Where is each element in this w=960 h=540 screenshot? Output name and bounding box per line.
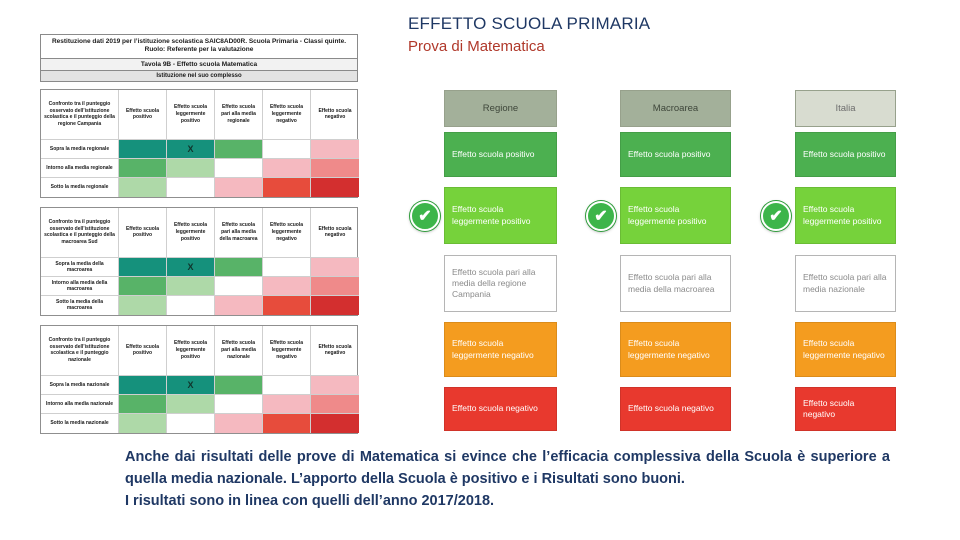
panel-header-macroarea: Macroarea xyxy=(620,90,731,127)
row-label: Sotto la media regionale xyxy=(41,178,119,197)
grid-cell xyxy=(215,178,263,197)
summary-paragraph xyxy=(125,447,890,512)
column-header: Effetto scuola leggermente negativo xyxy=(263,90,311,140)
column-header: Effetto scuola leggermente negativo xyxy=(263,208,311,258)
table-row xyxy=(41,277,357,296)
title-block xyxy=(408,14,650,55)
grid-cell xyxy=(167,395,215,414)
column-header: Effetto scuola positivo xyxy=(119,90,167,140)
checkmark-icon: ✔ xyxy=(761,201,791,231)
school-position-marker-cell: X xyxy=(167,140,215,159)
grid-cell xyxy=(311,140,359,159)
table-row xyxy=(41,159,357,178)
effetto-box: Effetto scuola leggermente positivo xyxy=(444,187,557,244)
grid-cell xyxy=(167,277,215,296)
table-row xyxy=(41,414,357,433)
row-label: Sopra la media regionale xyxy=(41,140,119,159)
grid-cell xyxy=(311,159,359,178)
table-section-1 xyxy=(40,89,358,198)
school-position-marker-cell: X xyxy=(167,376,215,395)
effetto-box: Effetto scuola leggermente positivo xyxy=(795,187,896,244)
checkmark-icon: ✔ xyxy=(410,201,440,231)
column-header: Effetto scuola leggermente negativo xyxy=(263,326,311,376)
column-header: Effetto scuola pari alla media regionale xyxy=(215,90,263,140)
table-row xyxy=(41,395,357,414)
effetto-box: Effetto scuola leggermente negativo xyxy=(444,322,557,377)
table-subtitle: Istituzione nel suo complesso xyxy=(40,71,358,82)
grid-cell xyxy=(167,178,215,197)
column-header: Effetto scuola positivo xyxy=(119,208,167,258)
effetto-box: Effetto scuola leggermente positivo xyxy=(620,187,731,244)
section-header-row xyxy=(41,90,357,140)
grid-cell xyxy=(263,376,311,395)
effetto-box: Effetto scuola pari alla media della regione Campania xyxy=(444,255,557,312)
column-header: Effetto scuola leggermente positivo xyxy=(167,90,215,140)
row-label: Sotto la media della macroarea xyxy=(41,296,119,315)
effetto-box: Effetto scuola leggermente negativo xyxy=(620,322,731,377)
grid-cell xyxy=(119,178,167,197)
table-row xyxy=(41,296,357,315)
grid-cell xyxy=(215,159,263,178)
grid-cell xyxy=(263,414,311,433)
grid-cell xyxy=(311,277,359,296)
column-header: Effetto scuola pari alla media nazionale xyxy=(215,326,263,376)
section-corner-label: Confronto tra il punteggio osservato dell’istituzione scolastica e il punteggio della macroarea Sud xyxy=(41,208,119,258)
row-label: Sotto la media nazionale xyxy=(41,414,119,433)
section-header-row xyxy=(41,326,357,376)
row-label: Intorno alla media della macroarea xyxy=(41,277,119,296)
grid-cell xyxy=(167,296,215,315)
grid-cell xyxy=(215,395,263,414)
grid-cell xyxy=(119,296,167,315)
grid-cell xyxy=(311,178,359,197)
grid-cell xyxy=(263,159,311,178)
effetto-box: Effetto scuola positivo xyxy=(444,132,557,177)
grid-cell xyxy=(167,414,215,433)
column-header: Effetto scuola negativo xyxy=(311,326,359,376)
panel-header-regione: Regione xyxy=(444,90,557,127)
table-sections xyxy=(40,89,358,434)
grid-cell xyxy=(119,159,167,178)
grid-cell xyxy=(119,258,167,277)
grid-cell xyxy=(263,296,311,315)
grid-cell xyxy=(119,140,167,159)
effetto-box: Effetto scuola pari alla media della macroarea xyxy=(620,255,731,312)
section-header-row xyxy=(41,208,357,258)
checkmark-icon: ✔ xyxy=(586,201,616,231)
grid-cell xyxy=(119,277,167,296)
grid-cell xyxy=(215,277,263,296)
column-header: Effetto scuola pari alla media della macroarea xyxy=(215,208,263,258)
table-row xyxy=(41,376,357,395)
column-header: Effetto scuola positivo xyxy=(119,326,167,376)
table-section-3 xyxy=(40,325,358,434)
row-label: Intorno alla media nazionale xyxy=(41,395,119,414)
slide-subtitle: Prova di Matematica xyxy=(408,38,545,55)
grid-cell xyxy=(119,395,167,414)
table-row xyxy=(41,258,357,277)
effetto-box: Effetto scuola pari alla media nazionale xyxy=(795,255,896,312)
table-section-2 xyxy=(40,207,358,316)
grid-cell xyxy=(311,376,359,395)
grid-cell xyxy=(119,376,167,395)
table-row xyxy=(41,140,357,159)
grid-cell xyxy=(119,414,167,433)
summary-note-text: I risultati sono in linea con quelli dell’anno 2017/2018. xyxy=(125,492,495,509)
grid-cell xyxy=(215,296,263,315)
grid-cell xyxy=(263,178,311,197)
effetto-box: Effetto scuola negativo xyxy=(444,387,557,431)
effetto-box: Effetto scuola positivo xyxy=(795,132,896,177)
table-title: Tavola 9B - Effetto scuola Matematica xyxy=(40,59,358,71)
effetto-box: Effetto scuola positivo xyxy=(620,132,731,177)
row-label: Sopra la media nazionale xyxy=(41,376,119,395)
grid-cell xyxy=(311,258,359,277)
grid-cell xyxy=(263,140,311,159)
grid-cell xyxy=(263,395,311,414)
column-header: Effetto scuola leggermente positivo xyxy=(167,208,215,258)
school-position-marker-cell: X xyxy=(167,258,215,277)
section-corner-label: Confronto tra il punteggio osservato dell’istituzione scolastica e il punteggio della regione Campania xyxy=(41,90,119,140)
row-label: Intorno alla media regionale xyxy=(41,159,119,178)
section-corner-label: Confronto tra il punteggio osservato dell’istituzione scolastica e il punteggio nazionale xyxy=(41,326,119,376)
column-header: Effetto scuola negativo xyxy=(311,208,359,258)
grid-cell xyxy=(215,258,263,277)
slide-title: EFFETTO SCUOLA PRIMARIA xyxy=(408,14,651,33)
effetto-box: Effetto scuola negativo xyxy=(795,387,896,431)
summary-main-text: Anche dai risultati delle prove di Matematica si evince che l’efficacia complessiva della Scuola è superiore a quella media nazionale. L’apporto della Scuola è positivo e i Risultati sono buoni. xyxy=(125,449,890,487)
grid-cell xyxy=(311,414,359,433)
column-header: Effetto scuola negativo xyxy=(311,90,359,140)
grid-cell xyxy=(215,140,263,159)
invalsi-data-table xyxy=(40,34,358,443)
table-row xyxy=(41,178,357,197)
effetto-box: Effetto scuola leggermente negativo xyxy=(795,322,896,377)
grid-cell xyxy=(311,296,359,315)
column-header: Effetto scuola leggermente positivo xyxy=(167,326,215,376)
grid-cell xyxy=(215,376,263,395)
grid-cell xyxy=(167,159,215,178)
grid-cell xyxy=(263,277,311,296)
grid-cell xyxy=(311,395,359,414)
row-label: Sopra la media della macroarea xyxy=(41,258,119,277)
panel-header-italia: Italia xyxy=(795,90,896,127)
grid-cell xyxy=(263,258,311,277)
effetto-box: Effetto scuola negativo xyxy=(620,387,731,431)
grid-cell xyxy=(215,414,263,433)
table-caption: Restituzione dati 2019 per l’istituzione scolastica SAIC8AD00R. Scuola Primaria - Classi quinte. Ruolo: Referente per la valutazione xyxy=(40,34,358,59)
